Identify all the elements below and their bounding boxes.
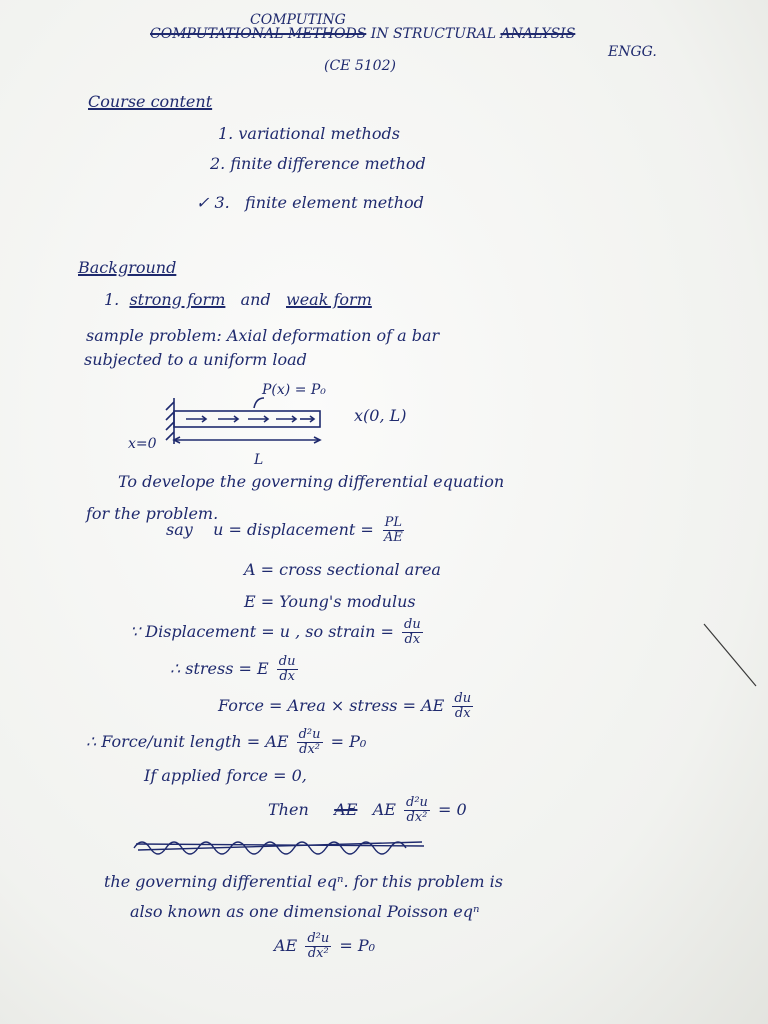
e-definition: E = Young's modulus <box>244 592 416 611</box>
forms-line: 1. strong form and weak form <box>104 290 372 309</box>
course-code: (CE 5102) <box>324 58 396 74</box>
title-top: COMPUTING <box>250 12 346 28</box>
sample-problem-1: sample problem: Axial deformation of a bar <box>86 326 440 345</box>
origin-label: x=0 <box>128 436 157 452</box>
domain-label: x(0, L) <box>354 406 407 425</box>
course-item-3: ✓ 3. finite element method <box>196 193 424 212</box>
load-label: P(x) = P₀ <box>262 382 326 398</box>
title-struck-2: ANALYSIS <box>500 26 576 42</box>
margin-stroke <box>700 620 760 690</box>
title-engg: ENGG. <box>608 44 657 60</box>
course-title <box>150 26 575 42</box>
intro-line-2: for the problem. <box>86 504 219 523</box>
force-unit-line: ∴ Force/unit length = AE $\frac{\text{d²u}}{\text{dx²}}$ = P₀ <box>86 727 367 757</box>
sample-problem-2: subjected to a uniform load <box>84 350 307 369</box>
title-rest: IN STRUCTURAL <box>370 26 497 42</box>
title-struck: COMPUTATIONAL METHODS <box>150 26 367 42</box>
crossed-out-scribble <box>132 832 432 858</box>
course-content-heading: Course content <box>88 92 213 111</box>
course-item-1: 1. variational methods <box>218 124 400 143</box>
a-definition: A = cross sectional area <box>244 560 441 579</box>
stress-line: ∴ stress = E $\frac{du}{dx}$ <box>170 654 296 684</box>
length-label: L <box>254 452 264 468</box>
then-line: Then AE AE $\frac{\text{d²u}}{\text{dx²}}$ = 0 <box>268 795 467 825</box>
pl-over-ae: $\frac{PL}{AE}$ <box>383 515 403 545</box>
intro-line-1: To develope the governing differential equation <box>118 472 505 491</box>
applied-force-line: If applied force = 0, <box>144 766 307 785</box>
u-definition: say u = displacement = $\frac{PL}{AE}$ <box>166 515 403 545</box>
force-line: Force = Area × stress = AE $\frac{du}{dx}$ <box>218 691 472 721</box>
final-equation: AE $\frac{\text{d²u}}{\text{dx²}}$ = P₀ <box>274 931 375 961</box>
background-heading: Background <box>78 258 177 277</box>
governing-line-2: also known as one dimensional Poisson eqⁿ <box>130 902 480 921</box>
governing-line-1: the governing differential eqⁿ. for this problem is <box>104 872 503 891</box>
check-mark-icon: ✓ <box>196 193 210 212</box>
course-item-2: 2. finite difference method <box>210 154 426 173</box>
strain-line: ∵ Displacement = u , so strain = $\frac{du}{dx}$ <box>130 617 421 647</box>
